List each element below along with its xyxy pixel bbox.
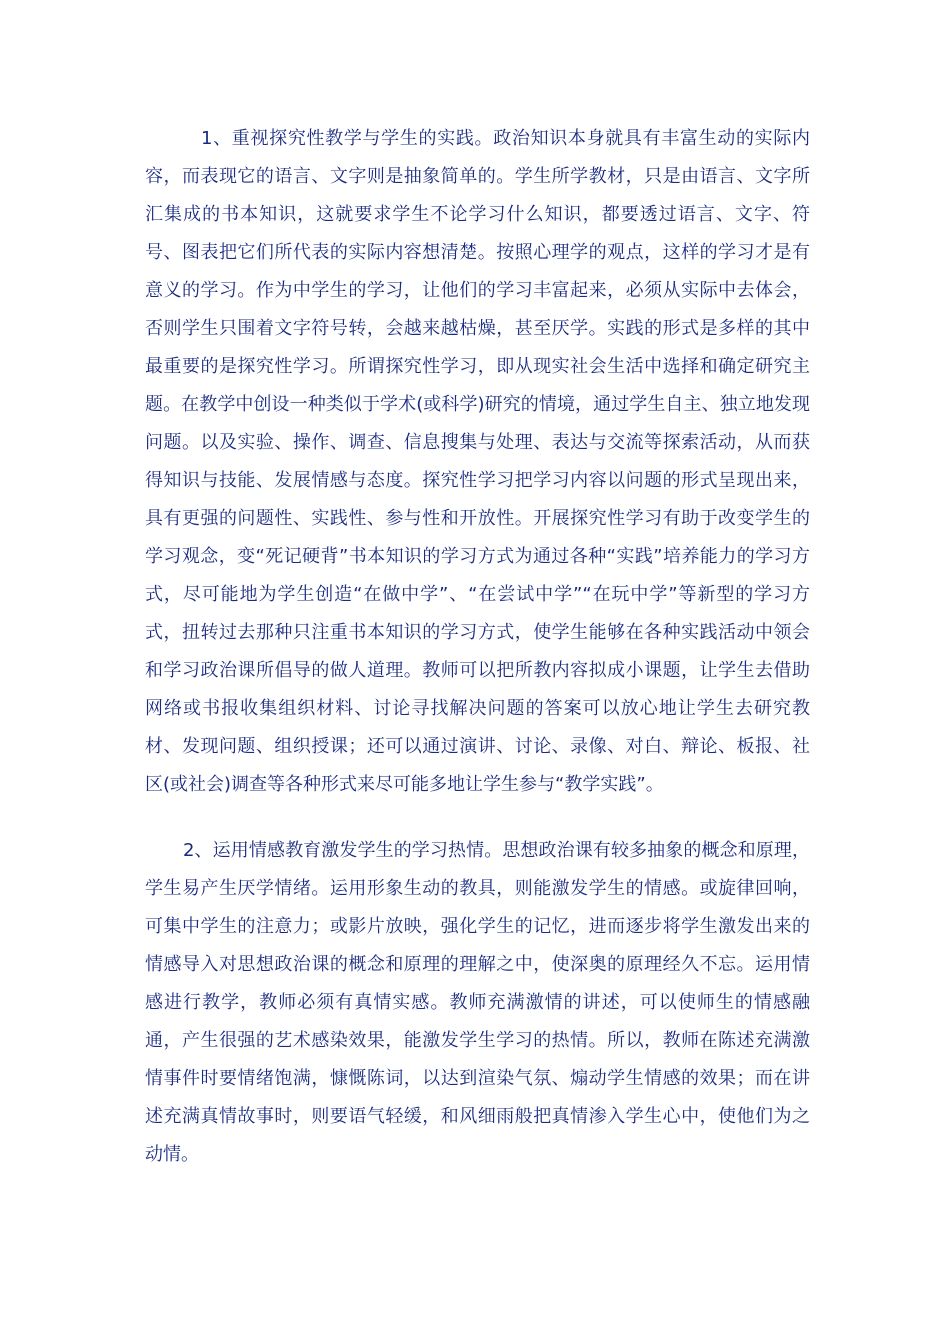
paragraph-inquiry-teaching: 1、重视探究性教学与学生的实践。政治知识本身就具有丰富生动的实际内容，而表现它的语言、文字则是抽象简单的。学生所学教材，只是由语言、文字所汇集成的书本知识，这就要求学生不论学习什么知识，都要透过语言、文字、符号、图表把它们所代表的实际内容想清楚。按照心理学的观点，这样的学习才是有意义的学习。作为中学生的学习，让他们的学习丰富起来，必须从实际中去体会，否则学生只围着文字符号转，会越来越枯燥，甚至厌学。实践的形式是多样的其中最重要的是探究性学习。所谓探究性学习，即从现实社会生活中选择和确定研究主题。在教学中创设一种类似于学术(或科学)研究的情境，通过学生自主、独立地发现问题。以及实验、操作、调查、信息搜集与处理、表达与交流等探索活动，从而获得知识与技能、发展情感与态度。探究性学习把学习内容以问题的形式呈现出来，具有更强的问题性、实践性、参与性和开放性。开展探究性学习有助于改变学生的学习观念，变“死记硬背”书本知识的学习方式为通过各种“实践”培养能力的学习方式，尽可能地为学生创造“在做中学”、“在尝试中学”“在玩中学”等新型的学习方式，扭转过去那种只注重书本知识的学习方式，使学生能够在各种实践活动中领会和学习政治课所倡导的做人道理。教师可以把所教内容拟成小课题，让学生去借助网络或书报收集组织材料、讨论寻找解决问题的答案可以放心地让学生去研究教材、发现问题、组织授课；还可以通过演讲、讨论、录像、对白、辩论、板报、社区(或社会)调查等各种形式来尽可能多地让学生参与“教学实践”。 bbox=[145, 128, 810, 795]
document-body bbox=[145, 120, 810, 1174]
paragraph-emotional-education: 2、运用情感教育激发学生的学习热情。思想政治课有较多抽象的概念和原理，学生易产生厌学情绪。运用形象生动的教具，则能激发学生的情感。或旋律回响，可集中学生的注意力；或影片放映，强化学生的记忆，进而逐步将学生激发出来的情感导入对思想政治课的概念和原理的理解之中，使深奥的原理经久不忘。运用情感进行教学，教师必须有真情实感。教师充满激情的讲述，可以使师生的情感融通，产生很强的艺术感染效果，能激发学生学习的热情。所以，教师在陈述充满激情事件时要情绪饱满，慷慨陈词，以达到渲染气氛、煽动学生情感的效果；而在讲述充满真情故事时，则要语气轻缓，和风细雨般把真情渗入学生心中，使他们为之动情。 bbox=[145, 840, 810, 1165]
